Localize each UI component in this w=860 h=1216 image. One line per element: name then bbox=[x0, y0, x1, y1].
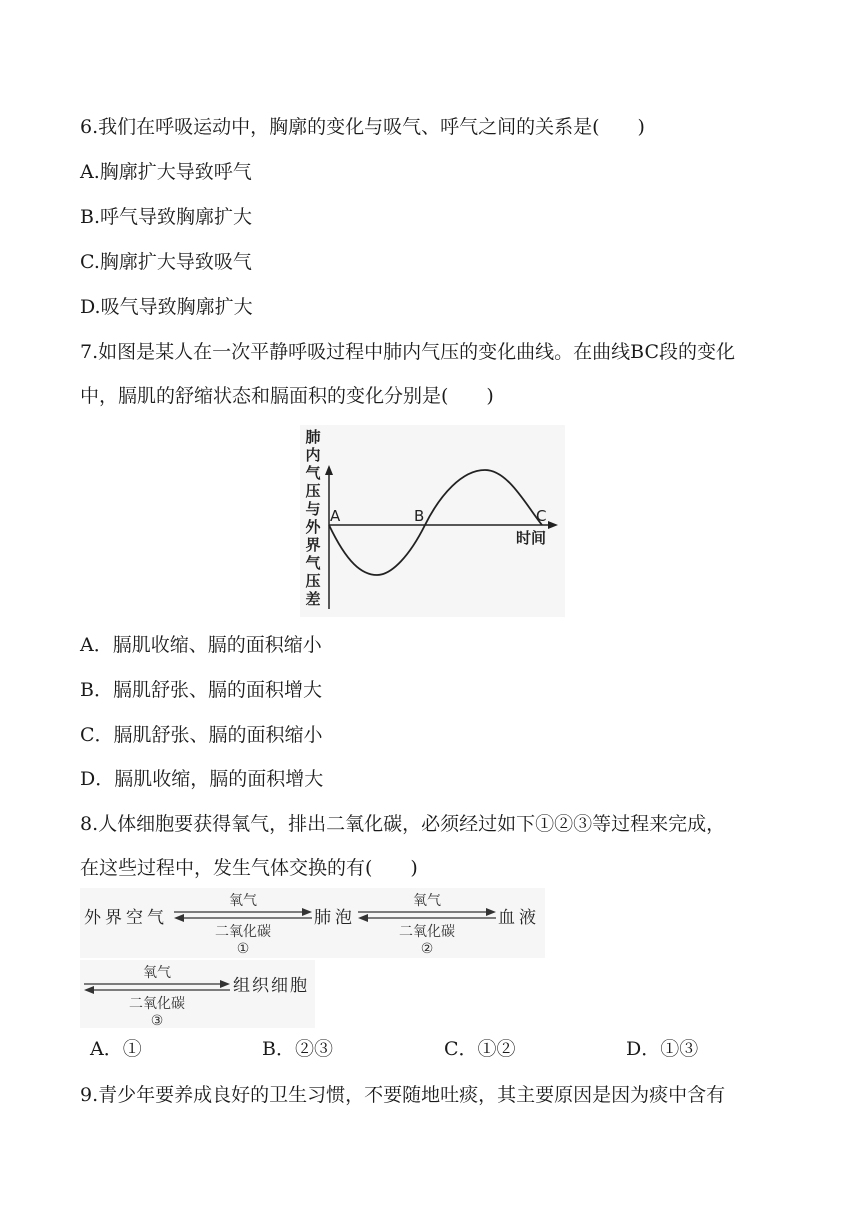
q7-option-a: A．膈肌收缩、膈的面积缩小 bbox=[80, 634, 322, 656]
outside-air-label: 外界空气 bbox=[84, 908, 168, 928]
q6-option-c: C.胸廓扩大导致吸气 bbox=[80, 251, 252, 273]
y-axis-char: 肺 bbox=[305, 428, 321, 446]
q8-stem-line1: 8.人体细胞要获得氧气，排出二氧化碳，必须经过如下①②③等过程来完成， bbox=[80, 813, 726, 835]
step-3-label: ③ bbox=[150, 1013, 164, 1028]
q6-stem: 6.我们在呼吸运动中，胸廓的变化与吸气、呼气之间的关系是( ) bbox=[80, 116, 645, 138]
q7-option-d: D．膈肌收缩，膈的面积增大 bbox=[80, 768, 324, 790]
y-axis-char: 与 bbox=[305, 500, 321, 518]
point-b-label: B bbox=[414, 507, 425, 525]
y-axis-char: 界 bbox=[305, 536, 321, 554]
y-axis-char: 外 bbox=[305, 518, 321, 536]
y-axis-char: 气 bbox=[305, 554, 321, 572]
q9-stem-line1: 9.青少年要养成良好的卫生习惯，不要随地吐痰，其主要原因是因为痰中含有 bbox=[80, 1084, 726, 1106]
q6-option-d: D.吸气导致胸廓扩大 bbox=[80, 296, 253, 318]
q8-option-b: B．②③ bbox=[262, 1038, 333, 1060]
alveoli-label: 肺泡 bbox=[314, 908, 356, 928]
y-axis-char: 压 bbox=[305, 572, 321, 590]
y-axis-char: 差 bbox=[305, 590, 321, 608]
oxygen-label-3: 氧气 bbox=[143, 965, 171, 981]
oxygen-label-2: 氧气 bbox=[413, 893, 441, 909]
co2-label-1: 二氧化碳 bbox=[215, 924, 271, 940]
y-axis-char: 气 bbox=[305, 464, 321, 482]
point-a-label: A bbox=[330, 507, 341, 525]
q6-option-b: B.呼气导致胸廓扩大 bbox=[80, 206, 253, 228]
q7-option-b: B．膈肌舒张、膈的面积增大 bbox=[80, 679, 322, 701]
blood-label: 血液 bbox=[498, 908, 540, 928]
pressure-curve-figure bbox=[300, 425, 565, 617]
y-axis-char: 压 bbox=[305, 482, 321, 500]
gas-exchange-diagram-top bbox=[80, 888, 545, 958]
q8-option-a: A．① bbox=[90, 1038, 142, 1060]
q8-option-c: C．①② bbox=[444, 1038, 516, 1060]
q6-option-a: A.胸廓扩大导致呼气 bbox=[80, 161, 252, 183]
q7-option-c: C．膈肌舒张、膈的面积缩小 bbox=[80, 724, 323, 746]
gas-exchange-diagram-bottom bbox=[80, 960, 315, 1028]
co2-label-2: 二氧化碳 bbox=[399, 924, 455, 940]
x-axis-label: 时间 bbox=[516, 529, 547, 547]
q8-stem-line2: 在这些过程中，发生气体交换的有( ) bbox=[80, 857, 418, 879]
tissue-cells-label: 组织细胞 bbox=[233, 976, 309, 996]
point-c-label: C bbox=[536, 507, 547, 525]
q7-stem-line1: 7.如图是某人在一次平静呼吸过程中肺内气压的变化曲线。在曲线BC段的变化 bbox=[80, 341, 735, 363]
q8-option-d: D．①③ bbox=[626, 1038, 699, 1060]
step-2-label: ② bbox=[420, 941, 434, 957]
step-1-label: ① bbox=[236, 941, 250, 957]
oxygen-label-1: 氧气 bbox=[229, 893, 257, 909]
q7-stem-line2: 中，膈肌的舒缩状态和膈面积的变化分别是( ) bbox=[80, 385, 494, 407]
y-axis-char: 内 bbox=[305, 446, 321, 464]
co2-label-3: 二氧化碳 bbox=[129, 996, 185, 1012]
